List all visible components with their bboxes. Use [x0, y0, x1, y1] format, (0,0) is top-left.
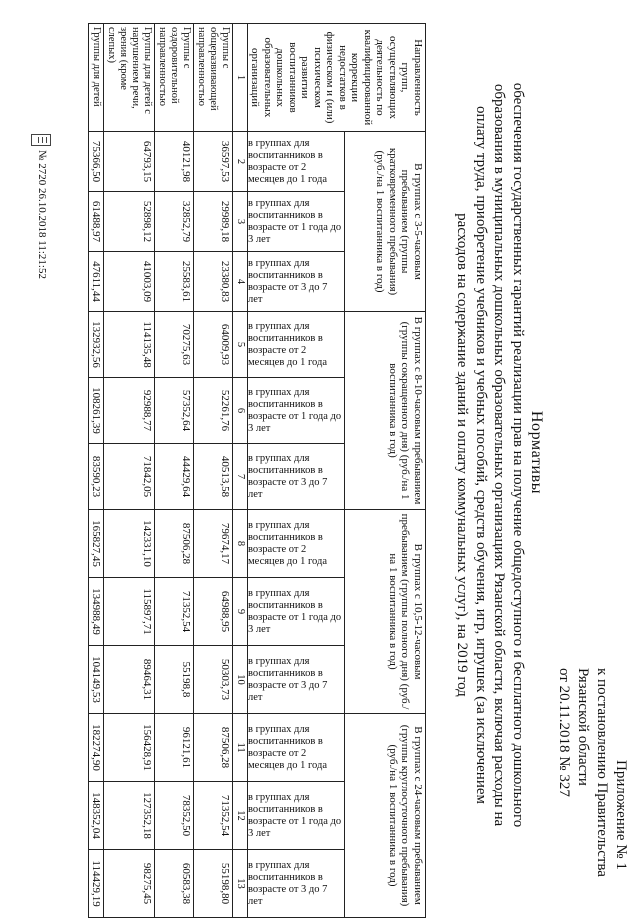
appendix-line: от 20.11.2018 № 327 — [556, 668, 572, 797]
document-subtitle — [453, 40, 527, 870]
table-cell: 87506,28 — [194, 714, 233, 782]
header-age-1-3y: в группах для воспитанников в возрасте от 1 года до 3 лет — [248, 587, 342, 635]
subtitle-line: образования в муниципальных дошкольных образовательных организациях Рязанской области, включая расходы на — [491, 83, 508, 827]
table-cell: 36597,53 — [194, 132, 233, 192]
table-cell: 55198,8 — [155, 646, 194, 714]
table-cell: 71842,05 — [104, 444, 155, 510]
table-cell: 115897,71 — [104, 578, 155, 646]
header-age-3-7y: в группах для воспитанников в возрасте от 3 до 7 лет — [248, 655, 328, 703]
header-group-3-5h: В группах с 3-5-часовым пребыванием (группы кратковременного пребывания) (руб./на 1 воспитанника в год) — [345, 132, 426, 312]
column-number: 12 — [233, 782, 248, 850]
table-cell: 79674,17 — [194, 510, 233, 578]
barcode-stamp-icon — [31, 134, 51, 146]
row-label: Группы для детей с нарушением речи, зрения (кроме слепых) — [104, 24, 155, 132]
column-number: 11 — [233, 714, 248, 782]
header-age-2m-1y: в группах для воспитанников в возрасте от 2 месяцев до 1 года — [248, 723, 328, 771]
table-cell: 64988,95 — [194, 578, 233, 646]
header-age-cell — [248, 510, 345, 578]
table-cell: 92988,77 — [104, 378, 155, 444]
table-cell: 64793,15 — [104, 132, 155, 192]
column-number: 13 — [233, 850, 248, 918]
table-cell: 134988,49 — [89, 578, 104, 646]
table-row — [104, 24, 155, 918]
header-direction: Направленность групп, осуществляющих деятельность по квалифицированной коррекции недостатков в физическом и (или) психическом развитии воспитанников дошкольных образовательных организаций — [248, 24, 426, 132]
table-cell: 142331,10 — [104, 510, 155, 578]
appendix-block — [554, 668, 630, 888]
appendix-line: Приложение № 1 — [613, 760, 629, 870]
table-cell: 156428,91 — [104, 714, 155, 782]
table-cell: 52261,76 — [194, 378, 233, 444]
table-cell: 64009,93 — [194, 312, 233, 378]
table-cell: 57352,64 — [155, 378, 194, 444]
header-age-cell — [248, 646, 345, 714]
table-cell: 44429,64 — [155, 444, 194, 510]
norms-table — [88, 23, 426, 918]
row-label: Группы с общеразвивающей направленностью — [194, 24, 233, 132]
header-age-cell — [248, 312, 345, 378]
header-group-10-12h: В группах с 10,5-12-часовым пребыванием (группы полного дня) (руб./на 1 воспитанника в год) — [345, 510, 426, 714]
table-cell: 165827,45 — [89, 510, 104, 578]
column-number: 5 — [233, 312, 248, 378]
table-cell: 71352,54 — [194, 782, 233, 850]
appendix-line: Рязанской области — [575, 668, 591, 786]
header-age-1-3y: в группах для воспитанников в возрасте от 1 года до 3 лет — [248, 386, 342, 434]
table-cell: 114429,19 — [89, 850, 104, 918]
column-number: 1 — [233, 24, 248, 132]
table-cell: 40513,58 — [194, 444, 233, 510]
header-age-3-7y: в группах для воспитанников в возрасте от 3 до 7 лет — [248, 859, 328, 907]
table-cell: 98275,45 — [104, 850, 155, 918]
table-cell: 132932,56 — [89, 312, 104, 378]
header-group-24h: В группах с 24-часовым пребыванием (группы круглосуточного пребывания) (руб./на 1 воспитанника в год) — [345, 714, 426, 918]
header-age-cell — [248, 782, 345, 850]
header-age-cell — [248, 192, 345, 252]
table-cell: 78352,50 — [155, 782, 194, 850]
table-cell: 23380,83 — [194, 252, 233, 312]
table-cell: 87506,28 — [155, 510, 194, 578]
document-title: Нормативы — [528, 410, 545, 495]
appendix-line: к постановлению Правительства — [594, 668, 610, 877]
header-age-1-3y: в группах для воспитанников в возрасте от 1 года до 3 лет — [248, 197, 342, 245]
subtitle-line: обеспечения государственных гарантий реализации прав на получение общедоступного и бесплатного дошкольного — [510, 82, 526, 828]
column-number: 9 — [233, 578, 248, 646]
column-number: 4 — [233, 252, 248, 312]
table-cell: 182274,90 — [89, 714, 104, 782]
header-age-cell — [248, 444, 345, 510]
table-cell: 71352,54 — [155, 578, 194, 646]
table-cell: 83590,23 — [89, 444, 104, 510]
table-cell: 50303,73 — [194, 646, 233, 714]
header-age-1-3y: в группах для воспитанников в возрасте от 1 года до 3 лет — [248, 791, 342, 839]
table-cell: 47611,44 — [89, 252, 104, 312]
header-age-cell — [248, 850, 345, 918]
header-age-cell — [248, 252, 345, 312]
column-number: 6 — [233, 378, 248, 444]
table-cell: 108261,39 — [89, 378, 104, 444]
table-cell: 75366,50 — [89, 132, 104, 192]
table-cell: 40121,98 — [155, 132, 194, 192]
table-cell: 104149,53 — [89, 646, 104, 714]
header-age-cell — [248, 578, 345, 646]
table-cell: 61488,97 — [89, 192, 104, 252]
table-cell: 89464,31 — [104, 646, 155, 714]
header-group-8-10h: В группах с 8-10-часовым пребыванием (группы сокращенного дня) (руб./на 1 воспитанника в год) — [345, 312, 426, 510]
table-cell: 41003,09 — [104, 252, 155, 312]
table-cell: 60583,38 — [155, 850, 194, 918]
table-cell: 148352,04 — [89, 782, 104, 850]
subtitle-line: расходов на содержание зданий и оплату коммунальных услуг), на 2019 год — [454, 213, 471, 697]
column-number-row — [233, 24, 248, 918]
header-age-cell — [248, 378, 345, 444]
table-cell: 96121,61 — [155, 714, 194, 782]
column-number: 10 — [233, 646, 248, 714]
header-age-cell — [248, 714, 345, 782]
row-label: Группы для детей — [89, 24, 104, 132]
header-age-cell — [248, 132, 345, 192]
column-number: 8 — [233, 510, 248, 578]
row-label: Группы с оздоровительной направленностью — [155, 24, 194, 132]
header-age-3-7y: в группах для воспитанников в возрасте от 3 до 7 лет — [248, 257, 328, 305]
table-cell: 114135,48 — [104, 312, 155, 378]
header-age-2m-1y: в группах для воспитанников в возрасте от 2 месяцев до 1 года — [248, 320, 328, 368]
table-cell: 25583,61 — [155, 252, 194, 312]
table-cell: 70275,63 — [155, 312, 194, 378]
header-age-3-7y: в группах для воспитанников в возрасте от 3 до 7 лет — [248, 452, 328, 500]
table-row — [89, 24, 104, 918]
header-age-2m-1y: в группах для воспитанников в возрасте от 2 месяцев до 1 года — [248, 137, 328, 185]
table-cell: 29989,18 — [194, 192, 233, 252]
header-age-2m-1y: в группах для воспитанников в возрасте от 2 месяцев до 1 года — [248, 519, 328, 567]
table-row — [194, 24, 233, 918]
column-number: 7 — [233, 444, 248, 510]
table-cell: 32852,79 — [155, 192, 194, 252]
column-number: 3 — [233, 192, 248, 252]
table-cell: 127352,18 — [104, 782, 155, 850]
document-number: № 2720 26.10.2018 11:21:52 — [36, 150, 48, 279]
table-cell: 52898,12 — [104, 192, 155, 252]
table-row — [155, 24, 194, 918]
subtitle-line: оплату труда, приобретение учебников и учебных пособий, средств обучения, игр, игрушек (за исключением — [473, 106, 489, 804]
table-cell: 55198,80 — [194, 850, 233, 918]
column-number: 2 — [233, 132, 248, 192]
